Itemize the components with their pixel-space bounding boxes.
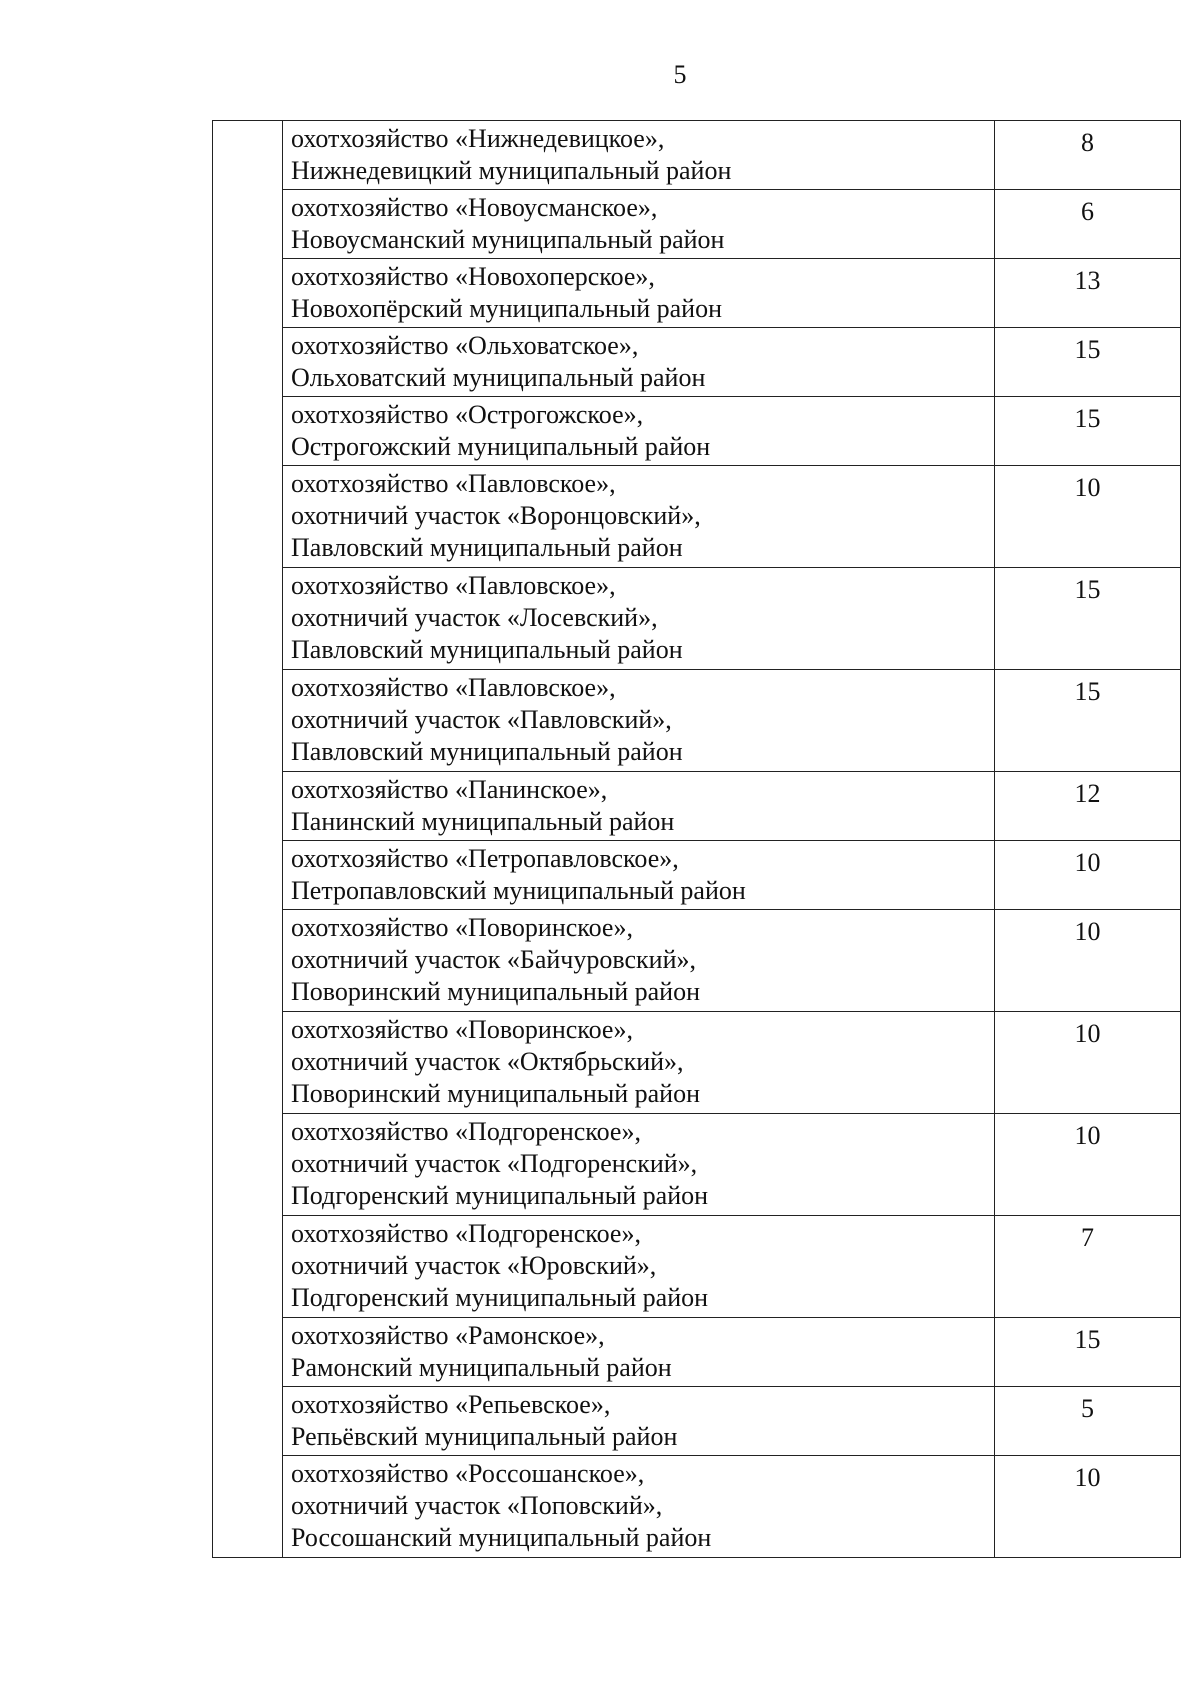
hunting-ground-name-cell: [283, 397, 995, 466]
hunting-ground-name-line: Новоусманский муниципальный район: [291, 225, 725, 254]
hunting-ground-name-line: Поворинский муниципальный район: [291, 977, 700, 1006]
hunting-ground-name-cell: [283, 1456, 995, 1558]
hunting-ground-name-line: Подгоренский муниципальный район: [291, 1181, 709, 1210]
hunting-ground-name-line: охотхозяйство «Репьевское»,: [291, 1390, 611, 1419]
hunting-ground-name-line: охотхозяйство «Нижнедевицкое»,: [291, 124, 665, 153]
hunting-ground-name-line: Россошанский муниципальный район: [291, 1523, 712, 1552]
hunting-ground-name-line: охотничий участок «Октябрьский»,: [291, 1047, 684, 1076]
quota-value-cell: 5: [995, 1387, 1181, 1456]
hunting-ground-name-cell: [283, 841, 995, 910]
hunting-ground-name-cell: [283, 190, 995, 259]
hunting-ground-name-line: охотхозяйство «Новоусманское»,: [291, 193, 658, 222]
quota-value-cell: 15: [995, 568, 1181, 670]
hunting-ground-name-line: охотничий участок «Байчуровский»,: [291, 945, 697, 974]
hunting-ground-name-cell: [283, 328, 995, 397]
hunting-ground-name-line: Ольховатский муниципальный район: [291, 363, 706, 392]
hunting-ground-name-cell: [283, 121, 995, 190]
quota-value-cell: 10: [995, 1114, 1181, 1216]
hunting-ground-name-cell: [283, 1216, 995, 1318]
quota-value-cell: 6: [995, 190, 1181, 259]
hunting-ground-name-line: охотничий участок «Павловский»,: [291, 705, 672, 734]
table-row: [213, 397, 1181, 466]
hunting-ground-name-line: охотничий участок «Лосевский»,: [291, 603, 658, 632]
hunting-ground-name-line: Нижнедевицкий муниципальный район: [291, 156, 732, 185]
hunting-ground-name-line: Павловский муниципальный район: [291, 737, 683, 766]
hunting-ground-name-cell: [283, 466, 995, 568]
quota-value-cell: 10: [995, 1012, 1181, 1114]
hunting-ground-name-cell: [283, 910, 995, 1012]
hunting-ground-name-line: охотхозяйство «Острогожское»,: [291, 400, 644, 429]
hunting-ground-name-line: Репьёвский муниципальный район: [291, 1422, 678, 1451]
hunting-ground-name-line: Павловский муниципальный район: [291, 635, 683, 664]
quota-value-cell: 10: [995, 1456, 1181, 1558]
table-row: [213, 670, 1181, 772]
hunting-ground-name-line: охотхозяйство «Павловское»,: [291, 469, 616, 498]
hunting-ground-name-line: охотхозяйство «Подгоренское»,: [291, 1219, 641, 1248]
hunting-ground-name-line: Поворинский муниципальный район: [291, 1079, 700, 1108]
quota-value-cell: 15: [995, 397, 1181, 466]
table-row: [213, 1216, 1181, 1318]
hunting-ground-name-line: охотхозяйство «Петропавловское»,: [291, 844, 679, 873]
hunting-ground-name-line: охотхозяйство «Россошанское»,: [291, 1459, 645, 1488]
quota-value-cell: 15: [995, 328, 1181, 397]
hunting-ground-name-cell: [283, 772, 995, 841]
hunting-ground-name-line: охотхозяйство «Новохоперское»,: [291, 262, 655, 291]
hunting-ground-name-line: Павловский муниципальный район: [291, 533, 683, 562]
table-row: [213, 1114, 1181, 1216]
table-row: [213, 910, 1181, 1012]
hunting-ground-name-line: охотхозяйство «Ольховатское»,: [291, 331, 639, 360]
table-row: [213, 568, 1181, 670]
quota-value-cell: 15: [995, 1318, 1181, 1387]
hunting-ground-name-cell: [283, 1114, 995, 1216]
hunting-quota-table: [212, 120, 1181, 1558]
hunting-ground-name-line: охотничий участок «Воронцовский»,: [291, 501, 701, 530]
hunting-ground-name-line: охотничий участок «Поповский»,: [291, 1491, 663, 1520]
hunting-ground-name-line: Петропавловский муниципальный район: [291, 876, 746, 905]
table-row: [213, 121, 1181, 190]
quota-value-cell: 15: [995, 670, 1181, 772]
hunting-ground-name-line: охотхозяйство «Рамонское»,: [291, 1321, 605, 1350]
page-number: 5: [673, 60, 687, 89]
hunting-ground-name-cell: [283, 1012, 995, 1114]
table-row: [213, 1456, 1181, 1558]
hunting-ground-name-line: охотхозяйство «Павловское»,: [291, 673, 616, 702]
hunting-ground-name-line: охотхозяйство «Подгоренское»,: [291, 1117, 641, 1146]
hunting-ground-name-cell: [283, 568, 995, 670]
quota-value-cell: 12: [995, 772, 1181, 841]
table-row: [213, 1318, 1181, 1387]
table-body: [213, 121, 1181, 1558]
hunting-ground-name-line: Острогожский муниципальный район: [291, 432, 711, 461]
hunting-ground-name-line: Подгоренский муниципальный район: [291, 1283, 709, 1312]
hunting-ground-name-cell: [283, 259, 995, 328]
table-row: [213, 466, 1181, 568]
row-number-column: [213, 121, 283, 1558]
table-row: [213, 1012, 1181, 1114]
hunting-ground-name-line: охотхозяйство «Поворинское»,: [291, 913, 633, 942]
quota-value-cell: 7: [995, 1216, 1181, 1318]
hunting-ground-name-line: Рамонский муниципальный район: [291, 1353, 672, 1382]
table-row: [213, 841, 1181, 910]
quota-value-cell: 10: [995, 910, 1181, 1012]
hunting-ground-name-line: охотхозяйство «Поворинское»,: [291, 1015, 633, 1044]
hunting-ground-name-line: Панинский муниципальный район: [291, 807, 675, 836]
hunting-ground-name-line: Новохопёрский муниципальный район: [291, 294, 722, 323]
hunting-ground-name-line: охотхозяйство «Панинское»,: [291, 775, 608, 804]
hunting-ground-name-cell: [283, 1318, 995, 1387]
table-row: [213, 772, 1181, 841]
hunting-ground-name-cell: [283, 670, 995, 772]
quota-value-cell: 10: [995, 466, 1181, 568]
table-row: [213, 328, 1181, 397]
hunting-ground-name-line: охотхозяйство «Павловское»,: [291, 571, 616, 600]
table-row: [213, 1387, 1181, 1456]
table-row: [213, 259, 1181, 328]
hunting-ground-name-line: охотничий участок «Юровский»,: [291, 1251, 657, 1280]
quota-value-cell: 10: [995, 841, 1181, 910]
hunting-ground-name-cell: [283, 1387, 995, 1456]
hunting-ground-name-line: охотничий участок «Подгоренский»,: [291, 1149, 698, 1178]
quota-value-cell: 8: [995, 121, 1181, 190]
quota-value-cell: 13: [995, 259, 1181, 328]
table-row: [213, 190, 1181, 259]
